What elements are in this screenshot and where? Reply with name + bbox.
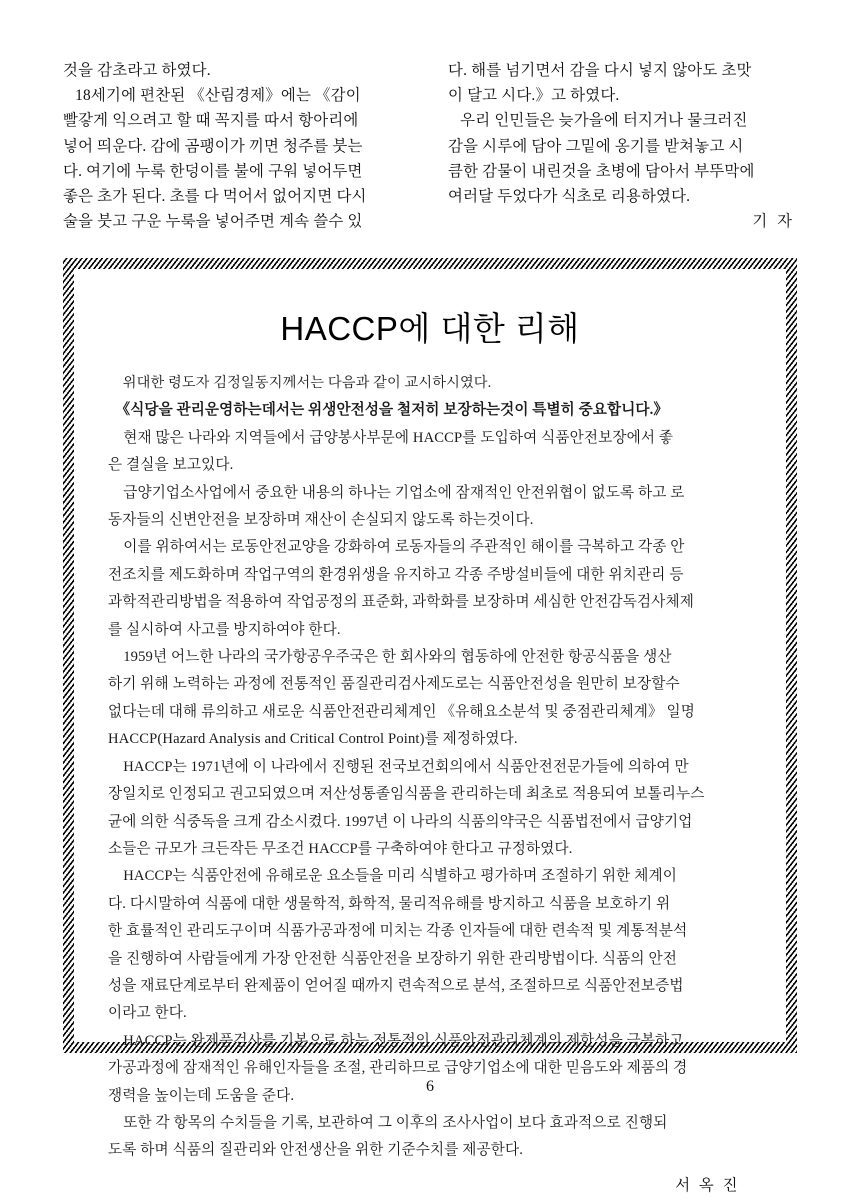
page-title: HACCP에 대한 리해 (280, 310, 580, 347)
teaching-quote: 《식당을 관리운영하는데서는 위생안전성을 철저히 보장하는것이 특별히 중요합니다.》 (108, 402, 669, 419)
top-article-left-column (63, 58, 412, 234)
text-line: 쟁력을 높이는데 도움을 준다. (108, 1087, 295, 1104)
text-line: 을 진행하여 사람들에게 가장 안전한 식품안전을 보장하기 위한 관리방법이다. 식품의 안전 (108, 950, 677, 967)
text-line: 다. 다시말하여 식품에 대한 생물학적, 화학적, 물리적유해를 방지하고 식품을 보호하기 위 (108, 895, 671, 912)
text-line: 18세기에 편찬된 《산림경제》에는 《감이 (63, 87, 361, 105)
top-article-right-column (448, 58, 797, 234)
text-line: 은 결실을 보고있다. (108, 457, 234, 474)
text-line: 하기 위해 노력하는 과정에 전통적인 품질관리검사제도로는 식품안전성을 원만히 보장할수 (108, 676, 680, 693)
text-line: 다. 여기에 누룩 한덩이를 불에 구워 넣어두면 (63, 162, 363, 180)
teaching-intro-suffix: 동지께서는 다음과 같이 교시하시였다. (254, 375, 492, 391)
text-line: 가공과정에 잠재적인 유해인자들을 조절, 관리하므로 급양기업소에 대한 믿음도와 제품의 경 (108, 1060, 688, 1077)
top-article (63, 58, 797, 234)
text-line: 동자들의 신변안전을 보장하며 재산이 손실되지 않도록 하는것이다. (108, 512, 534, 529)
teaching-intro-prefix: 위대한 령도자 (108, 375, 214, 391)
text-line: 것을 감초라고 하였다. (63, 62, 211, 79)
text-line: 성을 재료단계로부터 완제품이 얻어질 때까지 련속적으로 분석, 조절하므로 식품안전보증법 (108, 977, 684, 994)
text-line: 여러달 두었다가 식초로 리용하였다. (448, 188, 691, 206)
text-line: 큼한 감물이 내린것을 초병에 담아서 부뚜막에 (448, 162, 755, 180)
teaching-intro-line (108, 370, 754, 397)
text-line: 급양기업소사업에서 중요한 내용의 하나는 기업소에 잠재적인 안전위협이 없도록 하고 로 (108, 484, 685, 501)
text-line: 이를 위하여서는 로동안전교양을 강화하여 로동자들의 주관적인 해이를 극복하고 각종 안 (108, 539, 685, 556)
text-line: HACCP(Hazard Analysis and Critical Control Point)를 제정하였다. (108, 731, 518, 748)
text-line: 넣어 띄운다. 감에 곰팽이가 끼면 청주를 붓는 (63, 137, 363, 155)
text-line: HACCP는 완제품검사를 기본으로 하는 전통적인 식품안전관리체계의 제한성을 극복하고 (108, 1032, 684, 1049)
text-line: HACCP는 식품안전에 유해로운 요소들을 미리 식별하고 평가하며 조절하기 위한 체계이 (108, 868, 677, 885)
text-line: 좋은 초가 된다. 초를 다 먹어서 없어지면 다시 (63, 188, 367, 206)
text-line: 다. 해를 넘기면서 감을 다시 넣지 않아도 초맛 (448, 62, 752, 79)
boxed-article-byline: 서 옥 진 (675, 1176, 740, 1194)
text-line: 이 달고 시다.》고 하였다. (448, 87, 620, 105)
text-line: 우리 인민들은 늦가을에 터지거나 물크러진 (448, 112, 748, 130)
text-line: 없다는데 대해 류의하고 새로운 식품안전관리체계인 《유해요소분석 및 중점관리체계》 일명 (108, 703, 696, 720)
text-line: 술을 붓고 구운 누룩을 넣어주면 계속 쓸수 있 (63, 213, 363, 231)
text-line: 감을 시루에 담아 그밑에 옹기를 받쳐놓고 시 (448, 137, 744, 155)
boxed-article-content (74, 269, 786, 1194)
text-line: 균에 의한 식중독을 크게 감소시켰다. 1997년 이 나라의 식품의약국은 식품법전에서 급양기업 (108, 813, 693, 830)
text-line: 이라고 한다. (108, 1005, 187, 1022)
text-line: 한 효률적인 관리도구이며 식품가공과정에 미치는 각종 인자들에 대한 련속적 및 계통적분석 (108, 923, 688, 940)
text-line: 소들은 규모가 크든작든 무조건 HACCP를 구축하여야 한다고 규정하였다. (108, 840, 573, 857)
text-line: 과학적관리방법을 적용하여 작업공정의 표준화, 과학화를 보장하며 세심한 안전감독검사체제 (108, 594, 695, 611)
text-line: HACCP는 1971년에 이 나라에서 진행된 전국보건회의에서 식품안전전문가들에 의하여 만 (108, 758, 689, 775)
text-line: 전조치를 제도화하며 작업구역의 환경위생을 유지하고 각종 주방설비들에 대한 위치관리 등 (108, 566, 684, 583)
text-line: 현재 많은 나라와 지역들에서 급양봉사부문에 HACCP를 도입하여 식품안전보장에서 좋 (108, 429, 674, 446)
boxed-article-frame (63, 258, 797, 1194)
text-line: 또한 각 항목의 수치들을 기록, 보관하여 그 이후의 조사사업이 보다 효과적으로 진행되 (108, 1114, 668, 1131)
text-line: 장일치로 인정되고 권고되였으며 저산성통졸임식품을 관리하는데 최초로 적용되여 보톨리누스 (108, 786, 705, 803)
text-line: 빨갛게 익으려고 할 때 꼭지를 따서 항아리에 (63, 112, 359, 130)
text-line: 1959년 어느한 나라의 국가항공우주국은 한 회사와의 협동하에 안전한 항공식품을 생산 (108, 649, 672, 666)
leader-name: 김정일 (213, 375, 255, 391)
page-number: 6 (426, 1078, 434, 1095)
text-line: 도록 하며 식품의 질관리와 안전생산을 위한 기준수치를 제공한다. (108, 1142, 524, 1159)
text-line: 를 실시하여 사고를 방지하여야 한다. (108, 621, 341, 638)
top-article-byline: 기 자 (752, 213, 795, 231)
boxed-article-body (102, 370, 758, 1201)
